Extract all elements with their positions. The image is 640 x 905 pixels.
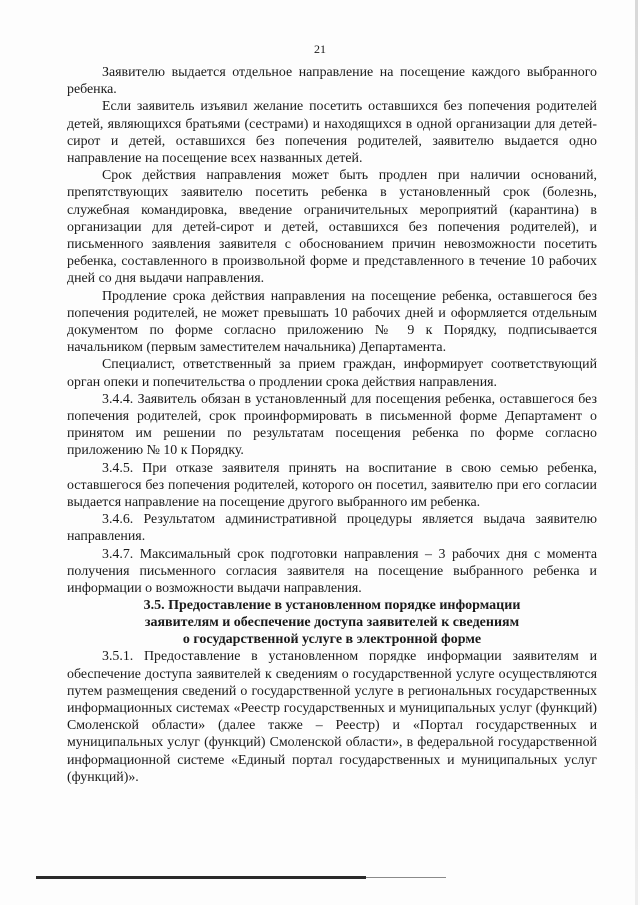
document-body — [67, 64, 597, 786]
scan-edge — [635, 0, 638, 905]
paragraph: Срок действия направления может быть продлен при наличии оснований, препятствующих заявителю посетить ребенка в установленный срок (болезнь, служебная командировка, введение ограничительных мероприятий (карантина) в организации для детей-сирот и детей, оставшихся без попечения родителей), и письменного заявления заявителя с обоснованием причин невозможности посетить ребенка, составленного в произвольной форме и представленного в течение 10 рабочих дней со дня выдачи направления. — [67, 168, 597, 287]
footer-rule — [36, 876, 366, 879]
paragraph: 3.4.7. Максимальный срок подготовки направления – 3 рабочих дня с момента получения письменного согласия заявителя на посещение выбранного ребенка и информации о возможности выдачи направления. — [67, 546, 597, 597]
section-heading-line: заявителям и обеспечение доступа заявителей к сведениям — [144, 615, 520, 631]
page-number: 21 — [314, 42, 326, 56]
paragraph: Если заявитель изъявил желание посетить оставшихся без попечения родителей детей, являющихся братьями (сестрами) и находящихся в одной организации для детей-сирот и детей, оставшихся без попечения родителей, заявителю выдается одно направление на посещение всех названных детей. — [67, 99, 597, 167]
paragraph: 3.5.1. Предоставление в установленном порядке информации заявителям и обеспечение доступа заявителей к сведениям о государственной услуге осуществляются путем размещения сведений о государственной услуге в региональных государственных информационных системах «Реестр государственных и муниципальных услуг (функций) Смоленской области» (далее также – Реестр) и «Портал государственных и муниципальных услуг (функций) Смоленской области», в федеральной государственной информационной системе «Единый портал государственных и муниципальных услуг (функций)». — [67, 649, 597, 785]
section-heading-line: о государственной услуге в электронной форме — [182, 632, 482, 648]
paragraph: 3.4.6. Результатом административной процедуры является выдача заявителю направления. — [67, 512, 597, 545]
footer-rule-thin — [366, 877, 446, 878]
paragraph: Заявителю выдается отдельное направление на посещение каждого выбранного ребенка. — [67, 65, 597, 98]
paragraph: 3.4.4. Заявитель обязан в установленный для посещения ребенка, оставшегося без попечения родителей, срок проинформировать в письменной форме Департамент о принятом им решении по результатам посещения ребенка по форме согласно приложению № 10 к Порядку. — [67, 391, 597, 459]
paragraph: Продление срока действия направления на посещение ребенка, оставшегося без попечения родителей, не может превышать 10 рабочих дней и оформляется отдельным документом по форме согласно приложению № 9 к Порядку, подписывается начальником (первым заместителем начальника) Департамента. — [67, 288, 597, 356]
paragraph: Специалист, ответственный за прием граждан, информирует соответствующий орган опеки и попечительства о продлении срока действия направления. — [67, 357, 597, 390]
section-heading — [67, 597, 597, 648]
section-heading-line: 3.5. Предоставление в установленном порядке информации — [143, 598, 521, 614]
paragraph: 3.4.5. При отказе заявителя принять на воспитание в свою семью ребенка, оставшегося без попечения родителей, которого он посетил, заявителю при его согласии выдается направление на посещение другого выбранного им ребенка. — [67, 460, 597, 511]
